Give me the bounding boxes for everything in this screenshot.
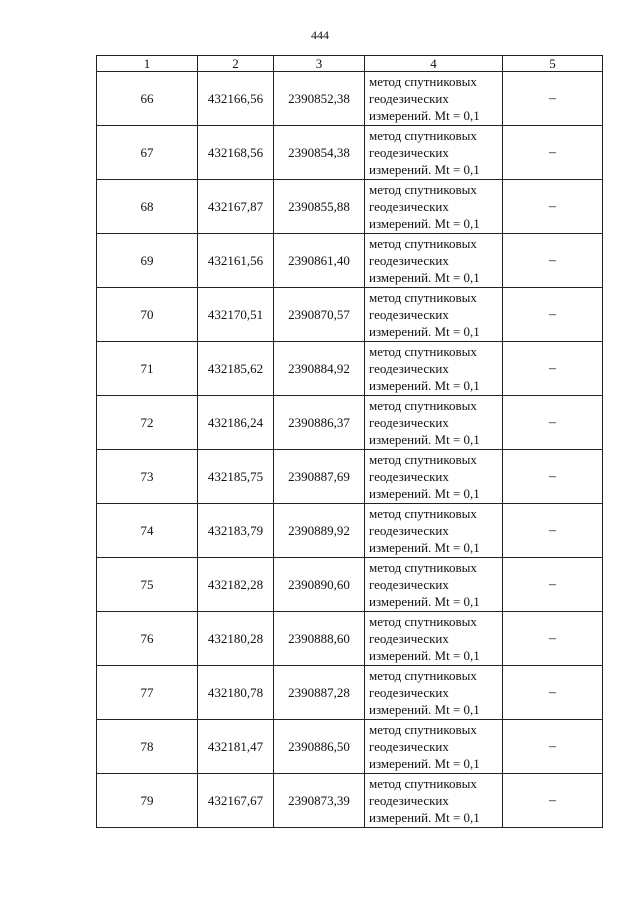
y-coordinate-cell: 2390854,38 xyxy=(274,126,365,180)
note-cell: – xyxy=(503,234,603,288)
note-cell: – xyxy=(503,558,603,612)
x-coordinate-cell: 432167,87 xyxy=(198,180,274,234)
method-text-line: метод спутниковых xyxy=(369,236,477,251)
point-number-cell: 78 xyxy=(97,720,198,774)
y-coordinate-cell: 2390870,57 xyxy=(274,288,365,342)
method-cell xyxy=(365,504,503,558)
method-cell xyxy=(365,288,503,342)
table-row xyxy=(97,126,603,180)
method-text-line: измерений. Mt = 0,1 xyxy=(369,486,480,501)
y-coordinate-cell: 2390886,50 xyxy=(274,720,365,774)
method-cell xyxy=(365,180,503,234)
y-coordinate-cell: 2390887,69 xyxy=(274,450,365,504)
y-coordinate-cell: 2390886,37 xyxy=(274,396,365,450)
x-coordinate-cell: 432170,51 xyxy=(198,288,274,342)
y-coordinate-cell: 2390861,40 xyxy=(274,234,365,288)
table-row xyxy=(97,180,603,234)
header-col-3: 3 xyxy=(274,56,365,72)
method-text-line: измерений. Mt = 0,1 xyxy=(369,324,480,339)
header-col-1: 1 xyxy=(97,56,198,72)
method-cell xyxy=(365,612,503,666)
note-cell: – xyxy=(503,666,603,720)
header-col-4: 4 xyxy=(365,56,503,72)
method-text-line: измерений. Mt = 0,1 xyxy=(369,162,480,177)
point-number-cell: 68 xyxy=(97,180,198,234)
point-number-cell: 74 xyxy=(97,504,198,558)
method-text-line: измерений. Mt = 0,1 xyxy=(369,702,480,717)
y-coordinate-cell: 2390888,60 xyxy=(274,612,365,666)
x-coordinate-cell: 432166,56 xyxy=(198,72,274,126)
method-text-line: метод спутниковых xyxy=(369,398,477,413)
y-coordinate-cell: 2390887,28 xyxy=(274,666,365,720)
note-cell: – xyxy=(503,504,603,558)
table-row xyxy=(97,666,603,720)
method-cell xyxy=(365,72,503,126)
method-text-line: измерений. Mt = 0,1 xyxy=(369,648,480,663)
point-number-cell: 76 xyxy=(97,612,198,666)
method-text-line: метод спутниковых xyxy=(369,776,477,791)
method-cell xyxy=(365,342,503,396)
method-cell xyxy=(365,774,503,828)
method-cell xyxy=(365,396,503,450)
point-number-cell: 69 xyxy=(97,234,198,288)
y-coordinate-cell: 2390855,88 xyxy=(274,180,365,234)
point-number-cell: 66 xyxy=(97,72,198,126)
method-text-line: измерений. Mt = 0,1 xyxy=(369,216,480,231)
method-text-line: метод спутниковых xyxy=(369,452,477,467)
note-cell: – xyxy=(503,612,603,666)
point-number-cell: 71 xyxy=(97,342,198,396)
note-cell: – xyxy=(503,342,603,396)
point-number-cell: 75 xyxy=(97,558,198,612)
method-text-line: измерений. Mt = 0,1 xyxy=(369,432,480,447)
method-text-line: измерений. Mt = 0,1 xyxy=(369,108,480,123)
method-text-line: метод спутниковых xyxy=(369,722,477,737)
point-number-cell: 67 xyxy=(97,126,198,180)
x-coordinate-cell: 432185,75 xyxy=(198,450,274,504)
table-row xyxy=(97,558,603,612)
method-text-line: метод спутниковых xyxy=(369,560,477,575)
x-coordinate-cell: 432180,28 xyxy=(198,612,274,666)
method-cell xyxy=(365,234,503,288)
x-coordinate-cell: 432161,56 xyxy=(198,234,274,288)
header-row xyxy=(97,56,603,72)
method-text-line: геодезических xyxy=(369,145,449,160)
method-text-line: измерений. Mt = 0,1 xyxy=(369,378,480,393)
x-coordinate-cell: 432182,28 xyxy=(198,558,274,612)
table-row xyxy=(97,612,603,666)
method-text-line: геодезических xyxy=(369,307,449,322)
method-text-line: геодезических xyxy=(369,739,449,754)
page-number: 444 xyxy=(311,28,329,42)
method-text-line: геодезических xyxy=(369,631,449,646)
method-text-line: измерений. Mt = 0,1 xyxy=(369,540,480,555)
method-text-line: метод спутниковых xyxy=(369,668,477,683)
method-text-line: измерений. Mt = 0,1 xyxy=(369,270,480,285)
table-row xyxy=(97,288,603,342)
method-cell xyxy=(365,126,503,180)
header-col-5: 5 xyxy=(503,56,603,72)
method-text-line: метод спутниковых xyxy=(369,290,477,305)
point-number-cell: 79 xyxy=(97,774,198,828)
note-cell: – xyxy=(503,180,603,234)
method-text-line: метод спутниковых xyxy=(369,344,477,359)
x-coordinate-cell: 432180,78 xyxy=(198,666,274,720)
method-text-line: метод спутниковых xyxy=(369,506,477,521)
table-row xyxy=(97,234,603,288)
method-text-line: метод спутниковых xyxy=(369,614,477,629)
point-number-cell: 72 xyxy=(97,396,198,450)
note-cell: – xyxy=(503,396,603,450)
x-coordinate-cell: 432167,67 xyxy=(198,774,274,828)
table-row xyxy=(97,720,603,774)
method-text-line: геодезических xyxy=(369,793,449,808)
method-text-line: геодезических xyxy=(369,577,449,592)
method-text-line: геодезических xyxy=(369,415,449,430)
note-cell: – xyxy=(503,450,603,504)
x-coordinate-cell: 432183,79 xyxy=(198,504,274,558)
y-coordinate-cell: 2390873,39 xyxy=(274,774,365,828)
table-header xyxy=(97,56,603,72)
method-text-line: геодезических xyxy=(369,91,449,106)
method-cell xyxy=(365,558,503,612)
note-cell: – xyxy=(503,774,603,828)
method-text-line: измерений. Mt = 0,1 xyxy=(369,594,480,609)
method-text-line: геодезических xyxy=(369,523,449,538)
table-body xyxy=(97,72,603,828)
method-text-line: метод спутниковых xyxy=(369,182,477,197)
table-row xyxy=(97,774,603,828)
note-cell: – xyxy=(503,288,603,342)
header-col-2: 2 xyxy=(198,56,274,72)
method-text-line: геодезических xyxy=(369,685,449,700)
method-text-line: геодезических xyxy=(369,199,449,214)
method-text-line: геодезических xyxy=(369,469,449,484)
point-number-cell: 77 xyxy=(97,666,198,720)
method-text-line: метод спутниковых xyxy=(369,128,477,143)
method-cell xyxy=(365,666,503,720)
x-coordinate-cell: 432168,56 xyxy=(198,126,274,180)
table-row xyxy=(97,72,603,126)
x-coordinate-cell: 432186,24 xyxy=(198,396,274,450)
method-text-line: метод спутниковых xyxy=(369,74,477,89)
coordinates-table xyxy=(96,55,603,828)
method-text-line: геодезических xyxy=(369,361,449,376)
method-text-line: измерений. Mt = 0,1 xyxy=(369,810,480,825)
y-coordinate-cell: 2390890,60 xyxy=(274,558,365,612)
note-cell: – xyxy=(503,72,603,126)
y-coordinate-cell: 2390889,92 xyxy=(274,504,365,558)
method-cell xyxy=(365,720,503,774)
x-coordinate-cell: 432185,62 xyxy=(198,342,274,396)
method-text-line: измерений. Mt = 0,1 xyxy=(369,756,480,771)
y-coordinate-cell: 2390852,38 xyxy=(274,72,365,126)
table-row xyxy=(97,396,603,450)
note-cell: – xyxy=(503,720,603,774)
table-row xyxy=(97,450,603,504)
point-number-cell: 73 xyxy=(97,450,198,504)
x-coordinate-cell: 432181,47 xyxy=(198,720,274,774)
note-cell: – xyxy=(503,126,603,180)
method-cell xyxy=(365,450,503,504)
table-row xyxy=(97,342,603,396)
method-text-line: геодезических xyxy=(369,253,449,268)
point-number-cell: 70 xyxy=(97,288,198,342)
y-coordinate-cell: 2390884,92 xyxy=(274,342,365,396)
table-row xyxy=(97,504,603,558)
